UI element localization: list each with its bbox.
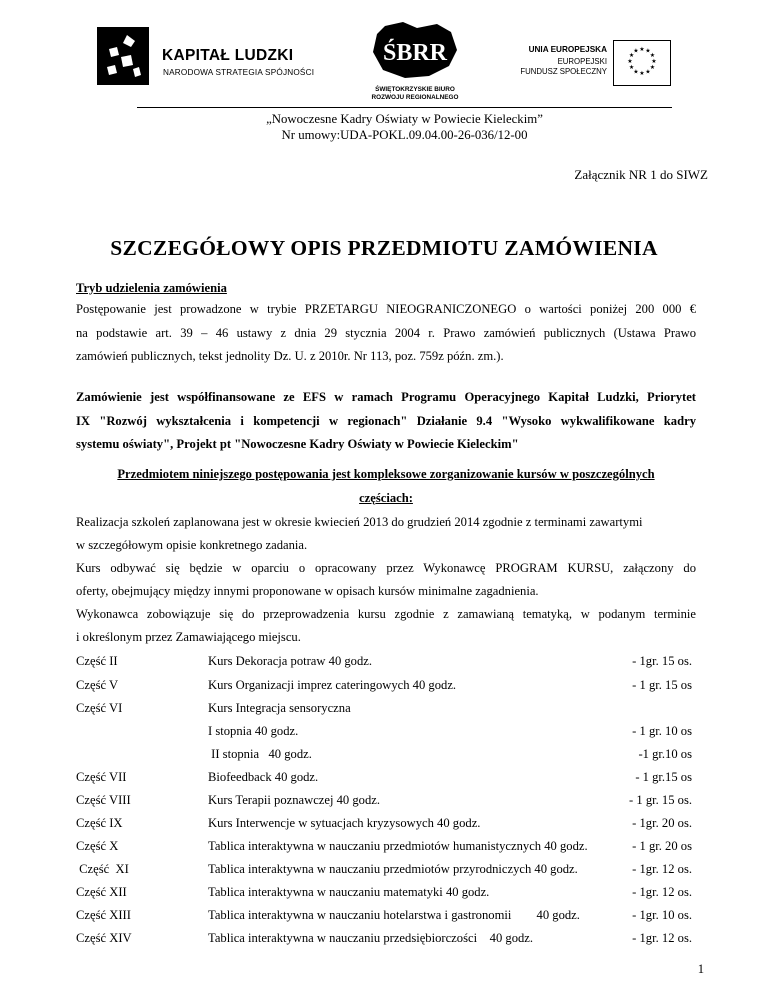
part-groups: - 1 gr.15 os (635, 770, 692, 784)
part-label: Część XIV (76, 931, 132, 945)
svg-text:★: ★ (645, 47, 651, 55)
subject-line: w szczegółowym opisie konkretnego zadania. (76, 538, 308, 552)
svg-text:★: ★ (628, 52, 635, 59)
part-groups: - 1gr. 12 os. (632, 931, 692, 945)
part-label: Część VI (76, 701, 123, 715)
sbrr-logo-icon (365, 20, 465, 80)
svg-text:★: ★ (649, 52, 656, 59)
part-course: I stopnia 40 godz. (208, 724, 299, 738)
kapital-ludzki-logo-icon (97, 27, 149, 85)
part-label: Część VII (76, 770, 127, 784)
part-groups: - 1gr. 20 os. (632, 816, 692, 830)
cofinancing-line: Zamówienie jest współfinansowane ze EFS w ramach Programu Operacyjnego Kapitał Ludzki, Priorytet (76, 390, 696, 404)
page-title: SZCZEGÓŁOWY OPIS PRZEDMIOTU ZAMÓWIENIA (110, 236, 658, 260)
part-course: Tablica interaktywna w nauczaniu matematyki 40 godz. (208, 885, 490, 899)
eu-line2: EUROPEJSKI (557, 57, 607, 66)
subject-line: i określonym przez Zamawiającego miejscu. (76, 630, 301, 644)
part-groups: - 1gr. 10 os. (632, 908, 692, 922)
part-course: Kurs Integracja sensoryczna (208, 701, 351, 715)
eu-flag-icon (613, 40, 671, 86)
part-course: Biofeedback 40 godz. (208, 770, 319, 784)
part-groups: - 1 gr. 10 os (632, 724, 692, 738)
procedure-line: Postępowanie jest prowadzone w trybie PRZETARGU NIEOGRANICZONEGO o wartości poniżej 200 000 € (76, 302, 696, 316)
part-label: Część XI (76, 862, 129, 876)
part-course: Kurs Organizacji imprez cateringowych 40 godz. (208, 678, 457, 692)
kapital-ludzki-subtitle: NARODOWA STRATEGIA SPÓJNOŚCI (163, 68, 315, 77)
eu-title: UNIA EUROPEJSKA (528, 45, 607, 54)
part-groups: - 1gr. 12 os. (632, 862, 692, 876)
svg-text:★: ★ (639, 70, 645, 77)
subject-line: Wykonawca zobowiązuje się do przeprowadzenia kursu zgodnie z zamawianą tematyką, w podanym terminie (76, 607, 696, 621)
part-groups: - 1gr. 15 os. (632, 654, 692, 668)
part-label: Część XII (76, 885, 127, 899)
part-course: Tablica interaktywna w nauczaniu przedmiotów przyrodniczych 40 godz. (208, 862, 578, 876)
part-groups: - 1 gr. 20 os (632, 839, 692, 853)
procedure-line: na podstawie art. 39 – 46 ustawy z dnia 29 stycznia 2004 r. Prawo zamówień publicznych (Ustawa Prawo (76, 326, 696, 340)
part-label: Część II (76, 654, 118, 668)
svg-text:★: ★ (639, 46, 645, 53)
part-course: Tablica interaktywna w nauczaniu przedmiotów humanistycznych 40 godz. (208, 839, 588, 853)
svg-text:★: ★ (649, 64, 656, 71)
svg-text:★: ★ (651, 58, 657, 65)
part-groups: - 1 gr. 15 os. (629, 793, 692, 807)
part-groups: -1 gr.10 os (638, 747, 692, 761)
annex-label: Załącznik NR 1 do SIWZ (574, 167, 708, 182)
svg-text:★: ★ (633, 47, 639, 55)
sbrr-line1: ŚWIĘTOKRZYSKIE BIURO (375, 86, 455, 93)
procedure-heading: Tryb udzielenia zamówienia (76, 281, 227, 295)
part-label: Część IX (76, 816, 123, 830)
eu-line3: FUNDUSZ SPOŁECZNY (520, 67, 607, 76)
part-label: Część VIII (76, 793, 131, 807)
part-course: Tablica interaktywna w nauczaniu przedsiębiorczości 40 godz. (208, 931, 534, 945)
part-course: Kurs Dekoracja potraw 40 godz. (208, 654, 373, 668)
subject-heading: częściach: (359, 491, 413, 505)
part-course: II stopnia 40 godz. (208, 747, 312, 761)
svg-text:★: ★ (627, 58, 633, 65)
part-label: Część V (76, 678, 119, 692)
cofinancing-line: systemu oświaty", Projekt pt "Nowoczesne Kadry Oświaty w Powiecie Kieleckim" (76, 437, 519, 451)
sbrr-logo-mark: ŚBRR (382, 40, 448, 66)
subject-line: Kurs odbywać się będzie w oparciu o opracowany przez Wykonawcę PROGRAM KURSU, załączony do (76, 561, 696, 575)
part-course: Kurs Terapii poznawczej 40 godz. (208, 793, 380, 807)
svg-text:★: ★ (645, 68, 651, 76)
sbrr-line2: ROZWOJU REGIONALNEGO (371, 94, 459, 101)
svg-text:★: ★ (628, 64, 635, 71)
part-course: Tablica interaktywna w nauczaniu hotelarstwa i gastronomii 40 godz. (208, 908, 580, 922)
part-groups: - 1 gr. 15 os (632, 678, 692, 692)
svg-text:★: ★ (633, 68, 639, 76)
part-label: Część XIII (76, 908, 131, 922)
subject-line: oferty, obejmujący między innymi proponowane w opisach kursów minimalne zagadnienia. (76, 584, 539, 598)
page-number: 1 (697, 962, 704, 976)
cofinancing-line: IX "Rozwój wykształcenia i kompetencji w regionach" Działanie 9.4 "Wysoko wykwalifikowane kadry (76, 414, 696, 428)
part-course: Kurs Interwencje w sytuacjach kryzysowych 40 godz. (208, 816, 481, 830)
procedure-line: zamówień publicznych, tekst jednolity Dz. U. z 2010r. Nr 113, poz. 759z późn. zm.). (76, 349, 504, 363)
subject-line: Realizacja szkoleń zaplanowana jest w okresie kwiecień 2013 do grudzień 2014 zgodnie z terminami zawartymi (76, 515, 643, 529)
header-divider (137, 107, 672, 108)
part-label: Część X (76, 839, 119, 853)
kapital-ludzki-title: KAPITAŁ LUDZKI (162, 47, 294, 64)
project-title: „Nowoczesne Kadry Oświaty w Powiecie Kieleckim” (266, 112, 543, 126)
contract-number: Nr umowy:UDA-POKL.09.04.00-26-036/12-00 (281, 128, 528, 142)
part-groups: - 1gr. 12 os. (632, 885, 692, 899)
subject-heading: Przedmiotem niniejszego postępowania jest kompleksowe zorganizowanie kursów w poszczególnych (117, 467, 655, 481)
